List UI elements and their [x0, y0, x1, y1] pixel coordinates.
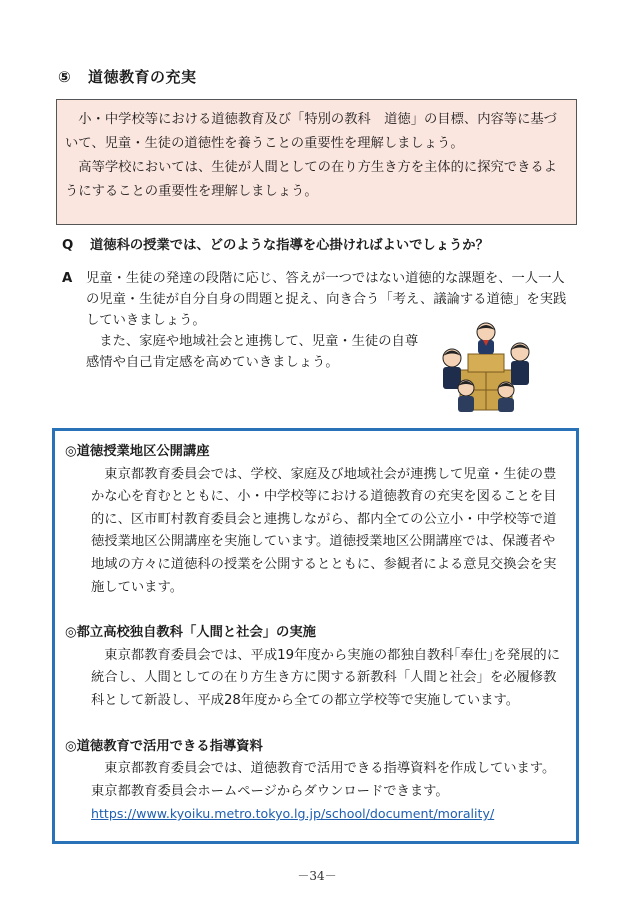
q-mark: Q — [62, 238, 74, 253]
goal-paragraph-2: 高等学校においては、生徒が人間としての在り方生き方を主体的に探究できるようにすることの重要性を理解しましょう。 — [65, 160, 557, 199]
question-text: 道徳科の授業では、どのような指導を心掛ければよいでしょうか？ — [90, 238, 489, 253]
section-heading — [58, 66, 197, 87]
info-section-human-and-society — [65, 622, 564, 712]
info-section-title: ◎都立高校独自教科「人間と社会」の実施 — [65, 625, 316, 641]
answer-block — [62, 268, 582, 370]
info-box — [52, 428, 579, 844]
section-title: 道徳教育の充実 — [88, 68, 197, 86]
info-section-open-lectures — [65, 441, 564, 599]
goal-paragraph-1: 小・中学校等における道徳教育及び「特別の教科 道徳」の目標、内容等に基づいて、児童・生徒の道徳性を養うことの重要性を理解しましょう。 — [65, 112, 557, 151]
students-discussion-illustration — [438, 318, 534, 414]
goal-box — [56, 99, 577, 225]
info-section-text: 東京都教育委員会では、平成19年度から実施の都独自教科｢奉仕｣を発展的に統合し、人間としての在り方生き方に関する新教科「人間と社会」を必履修教科として新設し、平成28年度から全ての都立学校等で実施しています。 — [91, 647, 561, 708]
page-number: －34－ — [297, 869, 337, 883]
info-section-text: 東京都教育委員会では、学校、家庭及び地域社会が連携して児童・生徒の豊かな心を育むとともに、小・中学校等における道徳教育の充実を図ることを目的に、区市町村教育委員会と連携しながら、都内全ての公立小・中学校等で道徳授業地区公開講座を実施しています。道徳授業地区公開講座では、保護者や地域の方々に道徳科の授業を公開するとともに、参観者による意見交換会を実施しています。 — [91, 466, 557, 595]
info-section-text: 東京都教育委員会では、道徳教育で活用できる指導資料を作成しています。東京都教育委員会ホームページからダウンロードできます。 — [91, 761, 556, 799]
answer-paragraph-2: また、家庭や地域社会と連携して、児童・生徒の自尊感情や自己肯定感を高めていきましょう。 — [86, 334, 419, 370]
info-section-title: ◎道徳教育で活用できる指導資料 — [65, 738, 263, 754]
info-section-teaching-materials — [65, 736, 564, 826]
a-mark: A — [62, 271, 73, 286]
section-number: ⑤ — [58, 68, 72, 86]
info-section-title: ◎道徳授業地区公開講座 — [65, 444, 210, 459]
question-row — [62, 236, 582, 256]
materials-download-link[interactable]: https://www.kyoiku.metro.tokyo.lg.jp/school/document/morality/ — [91, 806, 495, 822]
answer-paragraph-1: 児童・生徒の発達の段階に応じ、答えが一つではない道徳的な課題を、一人一人の児童・生徒が自分自身の問題と捉え、向き合う「考え、議論する道徳」を実践していきましょう。 — [86, 271, 567, 328]
